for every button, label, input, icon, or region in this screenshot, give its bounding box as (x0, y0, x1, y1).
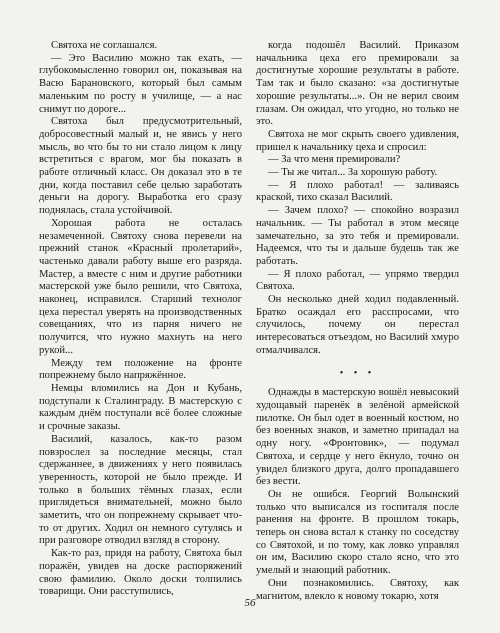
paragraph: — Зачем плохо? — спокойно возразил начальник. — Ты работал в этом месяце замечательно, за это тебя и премировали. Надеемся, что ты и дальше будешь так же работать. (256, 205, 459, 267)
paragraph: Святоха был предусмотрительный, добросовестный малый и, не явись у него мысль, во что бы то ни стало лицом к лицу встретиться с врагом, мог бы показать в работе отличный класс. Он доказал это в те дни, когда поставил себе целью заработать деньги на дорогу. Выработка его сразу поднялась, стала устойчивой. (39, 116, 242, 217)
paragraph: Однажды в мастерскую вошёл невысокий худощавый паренёк в зелёной армейской пилотке. Он был одет в военный костюм, но без военных знаков, и заметно припадал на одну ногу. «Фронтовик», — подумал Святоха, и сердце у него ёкнуло, точно он увидел близкого друга, долго пропадавшего без вести. (256, 387, 459, 488)
right-column (256, 40, 459, 603)
paragraph: Святоха не мог скрыть своего удивления, пришел к начальнику цеха и спросил: (256, 128, 459, 153)
paragraph: — Я плохо работал, — упрямо твердил Святоха. (256, 268, 459, 293)
paragraph: Святоха не соглашался. (51, 40, 158, 51)
paragraph: Между тем положение на фронте попрежнему было напряжённое. (39, 357, 242, 382)
paragraph: — За что меня премировали? (268, 154, 401, 166)
paragraph: Он не ошибся. Георгий Волынский только что выписался из госпиталя после ранения на фронте. В прошлом токарь, теперь он снова встал к станку по соседству со Святохой, и по тому, как ловко управлял он им, Василию скоро стало ясно, что это умелый и знающий работник. (256, 488, 459, 577)
paragraph: — Ты же читал... За хорошую работу. (268, 167, 438, 179)
left-column (39, 40, 242, 599)
paragraph: Он несколько дней ходил подавленный. Братко осаждал его расспросами, что случилось, почему он перестал интересоваться отъездом, но Василий хмуро отмалчивался. (256, 294, 459, 356)
paragraph: — Это Василию можно так ехать, — глубокомысленно говорил он, показывая на Васю Барановского, который был самым маленьким по росту в училище, — а нас снимут по дороге... (39, 52, 242, 115)
paragraph: Немцы вломились на Дон и Кубань, подступали к Сталинграду. В мастерскую с каждым днём поступали всё более сложные и срочные заказы. (39, 382, 242, 433)
paragraph: — Я плохо работал! — заливаясь краской, тихо сказал Василий. (256, 179, 459, 204)
paragraph: Как-то раз, придя на работу, Святоха был поражён, увидев на доске распоряжений свою фамилию. Около доски толпились товарищи. Они расступились, (39, 548, 242, 598)
page-number: 56 (244, 597, 256, 609)
paragraph: когда подошёл Василий. Приказом начальника цеха его премировали за достигнутые хорошие результаты в работе. Там так и было сказано: «за достигнутые хорошие результаты...». Он не верил своим глазам. Он ожидал, что угодно, но только не это. (256, 40, 459, 128)
paragraph: Василий, казалось, как-то разом повзрослел за последние месяцы, стал сдержаннее, в движениях у него появилась уверенность, которой не было прежде. И только в больших тёмных глазах, если приглядеться внимательней, можно было заметить, что он попрежнему скрывает что-то от других. Ходил он немного сутулясь и при разговоре отводил взгляд в сторону. (39, 433, 242, 547)
paragraph: Хорошая работа не осталась незамеченной. Святоху снова перевели на прежний станок «Красный пролетарий», частенько давали работу выше его разряда. Мастер, а вместе с ним и другие работники мастерской уже было решили, что Святоха, наконец, исправился. Старший технолог цеха перестал уверять на производственных совещаниях, что из парня ничего не получится, что нужно махнуть на него рукой... (39, 217, 242, 356)
section-divider: • • • (339, 367, 376, 379)
paragraph: Они познакомились. Святоху, как магнитом, влекло к новому токарю, хотя (256, 577, 459, 602)
